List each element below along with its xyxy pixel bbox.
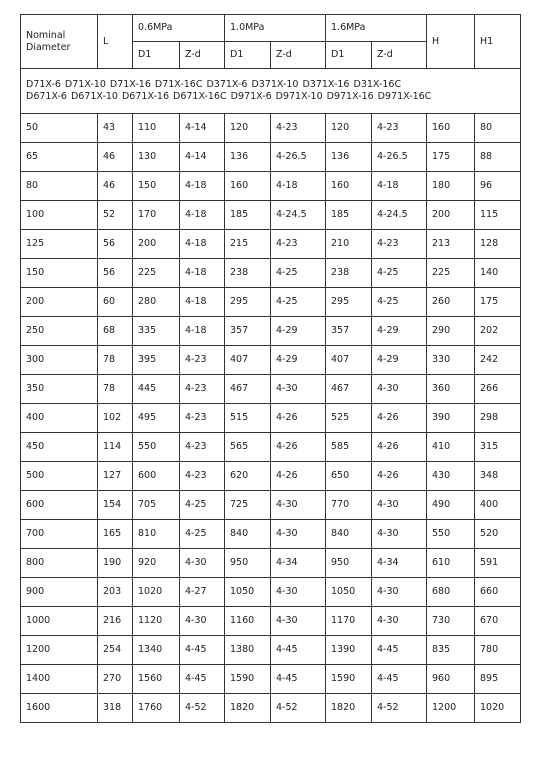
cell-z-d-1-0: 4-30 (271, 578, 326, 607)
table-row (21, 636, 521, 665)
cell-d1-0-6: 150 (133, 172, 180, 201)
header-pressure-0-6: 0.6MPa (133, 15, 225, 42)
cell-d1-1-0: 1590 (225, 665, 271, 694)
cell-d1-0-6: 705 (133, 491, 180, 520)
cell-d1-0-6: 335 (133, 317, 180, 346)
cell-h1: 115 (475, 201, 521, 230)
cell-h1: 520 (475, 520, 521, 549)
cell-h: 430 (427, 462, 475, 491)
table-row (21, 114, 521, 143)
cell-h1: 202 (475, 317, 521, 346)
cell-h1: 80 (475, 114, 521, 143)
cell-d1-0-6: 110 (133, 114, 180, 143)
cell-d1-1-6: 238 (326, 259, 372, 288)
table-row (21, 433, 521, 462)
cell-d1-1-6: 1390 (326, 636, 372, 665)
table-row (21, 462, 521, 491)
cell-d1-1-0: 136 (225, 143, 271, 172)
cell-z-d-1-0: 4-26 (271, 404, 326, 433)
cell-d1-1-0: 840 (225, 520, 271, 549)
cell-h: 550 (427, 520, 475, 549)
cell-d1-1-6: 295 (326, 288, 372, 317)
cell-d1-0-6: 550 (133, 433, 180, 462)
cell-nominal-diameter: 900 (21, 578, 98, 607)
cell-h: 225 (427, 259, 475, 288)
cell-d1-0-6: 920 (133, 549, 180, 578)
cell-h1: 315 (475, 433, 521, 462)
cell-z-d-1-6: 4-30 (372, 491, 427, 520)
cell-h1: 128 (475, 230, 521, 259)
cell-z-d-1-6: 4-18 (372, 172, 427, 201)
cell-d1-1-0: 120 (225, 114, 271, 143)
cell-h: 160 (427, 114, 475, 143)
table-row (21, 143, 521, 172)
cell-h1: 175 (475, 288, 521, 317)
cell-l: 127 (98, 462, 133, 491)
cell-l: 43 (98, 114, 133, 143)
cell-h1: 780 (475, 636, 521, 665)
cell-z-d-0-6: 4-25 (180, 520, 225, 549)
cell-nominal-diameter: 150 (21, 259, 98, 288)
cell-z-d-1-0: 4-29 (271, 346, 326, 375)
cell-h1: 400 (475, 491, 521, 520)
cell-nominal-diameter: 50 (21, 114, 98, 143)
cell-z-d-0-6: 4-45 (180, 665, 225, 694)
cell-z-d-0-6: 4-14 (180, 143, 225, 172)
cell-nominal-diameter: 125 (21, 230, 98, 259)
cell-d1-1-6: 136 (326, 143, 372, 172)
cell-z-d-1-6: 4-30 (372, 375, 427, 404)
cell-z-d-0-6: 4-27 (180, 578, 225, 607)
cell-d1-1-6: 1050 (326, 578, 372, 607)
cell-z-d-1-0: 4-26.5 (271, 143, 326, 172)
subheader-d1: D1 (133, 42, 180, 69)
cell-h1: 348 (475, 462, 521, 491)
cell-z-d-0-6: 4-52 (180, 694, 225, 723)
cell-l: 78 (98, 375, 133, 404)
cell-d1-1-6: 407 (326, 346, 372, 375)
cell-d1-1-0: 725 (225, 491, 271, 520)
cell-l: 78 (98, 346, 133, 375)
cell-l: 190 (98, 549, 133, 578)
cell-nominal-diameter: 450 (21, 433, 98, 462)
cell-d1-1-6: 120 (326, 114, 372, 143)
cell-nominal-diameter: 200 (21, 288, 98, 317)
cell-l: 203 (98, 578, 133, 607)
cell-z-d-1-6: 4-30 (372, 607, 427, 636)
table-row (21, 549, 521, 578)
cell-z-d-1-6: 4-30 (372, 520, 427, 549)
cell-z-d-1-0: 4-29 (271, 317, 326, 346)
cell-z-d-1-0: 4-30 (271, 491, 326, 520)
cell-d1-1-0: 357 (225, 317, 271, 346)
cell-h1: 242 (475, 346, 521, 375)
cell-d1-1-6: 770 (326, 491, 372, 520)
table-row (21, 404, 521, 433)
cell-d1-1-0: 620 (225, 462, 271, 491)
cell-l: 216 (98, 607, 133, 636)
table-row (21, 172, 521, 201)
cell-z-d-0-6: 4-30 (180, 549, 225, 578)
cell-nominal-diameter: 1400 (21, 665, 98, 694)
cell-nominal-diameter: 350 (21, 375, 98, 404)
cell-d1-1-0: 1380 (225, 636, 271, 665)
header-h: H (427, 15, 475, 69)
cell-h: 835 (427, 636, 475, 665)
cell-z-d-1-6: 4-25 (372, 288, 427, 317)
cell-d1-0-6: 1760 (133, 694, 180, 723)
cell-z-d-1-0: 4-25 (271, 288, 326, 317)
cell-h: 610 (427, 549, 475, 578)
table-row (21, 665, 521, 694)
cell-z-d-1-6: 4-34 (372, 549, 427, 578)
table-row (21, 578, 521, 607)
models-line: D671X-6 D671X-10 D671X-16 D671X-16C D971X-6 D971X-10 D971X-16 D971X-16C (26, 91, 432, 102)
cell-l: 68 (98, 317, 133, 346)
cell-l: 60 (98, 288, 133, 317)
cell-nominal-diameter: 1600 (21, 694, 98, 723)
cell-d1-1-0: 565 (225, 433, 271, 462)
cell-h1: 591 (475, 549, 521, 578)
cell-z-d-1-0: 4-25 (271, 259, 326, 288)
cell-h1: 1020 (475, 694, 521, 723)
header-l: L (98, 15, 133, 69)
cell-z-d-1-0: 4-52 (271, 694, 326, 723)
cell-z-d-0-6: 4-18 (180, 259, 225, 288)
cell-z-d-0-6: 4-18 (180, 288, 225, 317)
cell-l: 254 (98, 636, 133, 665)
cell-z-d-0-6: 4-23 (180, 346, 225, 375)
cell-l: 154 (98, 491, 133, 520)
cell-z-d-1-0: 4-23 (271, 114, 326, 143)
cell-d1-1-6: 525 (326, 404, 372, 433)
cell-nominal-diameter: 250 (21, 317, 98, 346)
valve-dimension-table (20, 14, 521, 723)
cell-d1-1-0: 238 (225, 259, 271, 288)
cell-z-d-1-0: 4-30 (271, 520, 326, 549)
spec-sheet (20, 14, 520, 723)
cell-l: 270 (98, 665, 133, 694)
cell-d1-0-6: 1020 (133, 578, 180, 607)
cell-l: 46 (98, 143, 133, 172)
cell-d1-1-6: 210 (326, 230, 372, 259)
models-line: D71X-6 D71X-10 D71X-16 D71X-16C D371X-6 D371X-10 D371X-16 D31X-16C (26, 79, 402, 91)
cell-nominal-diameter: 800 (21, 549, 98, 578)
cell-h1: 140 (475, 259, 521, 288)
cell-h: 180 (427, 172, 475, 201)
cell-d1-0-6: 495 (133, 404, 180, 433)
table-row (21, 317, 521, 346)
cell-nominal-diameter: 1200 (21, 636, 98, 665)
cell-h1: 660 (475, 578, 521, 607)
cell-z-d-1-6: 4-26 (372, 433, 427, 462)
cell-z-d-1-6: 4-29 (372, 317, 427, 346)
cell-d1-1-0: 1820 (225, 694, 271, 723)
cell-d1-0-6: 1340 (133, 636, 180, 665)
cell-nominal-diameter: 500 (21, 462, 98, 491)
cell-h: 213 (427, 230, 475, 259)
cell-h: 290 (427, 317, 475, 346)
cell-z-d-1-0: 4-26 (271, 462, 326, 491)
cell-d1-1-0: 160 (225, 172, 271, 201)
cell-z-d-1-0: 4-30 (271, 607, 326, 636)
table-row (21, 346, 521, 375)
cell-z-d-1-6: 4-23 (372, 230, 427, 259)
cell-l: 56 (98, 230, 133, 259)
cell-h1: 895 (475, 665, 521, 694)
subheader-d1: D1 (225, 42, 271, 69)
header-h1: H1 (475, 15, 521, 69)
cell-d1-0-6: 810 (133, 520, 180, 549)
cell-d1-1-0: 215 (225, 230, 271, 259)
cell-d1-1-6: 185 (326, 201, 372, 230)
table-row (21, 201, 521, 230)
cell-z-d-1-0: 4-26 (271, 433, 326, 462)
cell-d1-1-6: 1820 (326, 694, 372, 723)
cell-d1-0-6: 280 (133, 288, 180, 317)
table-row (21, 491, 521, 520)
cell-h: 680 (427, 578, 475, 607)
cell-l: 56 (98, 259, 133, 288)
cell-h: 390 (427, 404, 475, 433)
models-cell (21, 69, 521, 114)
cell-h: 730 (427, 607, 475, 636)
cell-d1-1-0: 295 (225, 288, 271, 317)
cell-z-d-1-0: 4-45 (271, 665, 326, 694)
cell-z-d-0-6: 4-23 (180, 375, 225, 404)
models-row (21, 69, 521, 114)
cell-d1-1-0: 1050 (225, 578, 271, 607)
cell-d1-0-6: 225 (133, 259, 180, 288)
cell-d1-0-6: 1120 (133, 607, 180, 636)
cell-h1: 88 (475, 143, 521, 172)
cell-h1: 298 (475, 404, 521, 433)
cell-d1-1-6: 467 (326, 375, 372, 404)
cell-z-d-1-0: 4-24.5 (271, 201, 326, 230)
cell-z-d-0-6: 4-23 (180, 404, 225, 433)
cell-z-d-1-6: 4-26 (372, 462, 427, 491)
cell-d1-0-6: 130 (133, 143, 180, 172)
cell-d1-0-6: 200 (133, 230, 180, 259)
cell-h1: 670 (475, 607, 521, 636)
cell-l: 102 (98, 404, 133, 433)
cell-l: 114 (98, 433, 133, 462)
table-row (21, 694, 521, 723)
cell-d1-1-0: 407 (225, 346, 271, 375)
header-pressure-1-6: 1.6MPa (326, 15, 427, 42)
cell-z-d-0-6: 4-23 (180, 462, 225, 491)
cell-h: 410 (427, 433, 475, 462)
cell-z-d-1-6: 4-26.5 (372, 143, 427, 172)
cell-d1-1-6: 160 (326, 172, 372, 201)
cell-z-d-1-6: 4-52 (372, 694, 427, 723)
cell-nominal-diameter: 700 (21, 520, 98, 549)
cell-z-d-1-6: 4-23 (372, 114, 427, 143)
table-row (21, 288, 521, 317)
cell-d1-0-6: 600 (133, 462, 180, 491)
cell-h: 360 (427, 375, 475, 404)
cell-d1-1-0: 1160 (225, 607, 271, 636)
cell-d1-0-6: 1560 (133, 665, 180, 694)
table-row (21, 375, 521, 404)
cell-h: 490 (427, 491, 475, 520)
cell-h1: 266 (475, 375, 521, 404)
header-pressure-1-0: 1.0MPa (225, 15, 326, 42)
cell-h: 260 (427, 288, 475, 317)
cell-h: 1200 (427, 694, 475, 723)
cell-nominal-diameter: 600 (21, 491, 98, 520)
cell-d1-1-0: 950 (225, 549, 271, 578)
cell-z-d-0-6: 4-18 (180, 201, 225, 230)
table-row (21, 230, 521, 259)
table-body (21, 15, 521, 723)
cell-nominal-diameter: 400 (21, 404, 98, 433)
cell-d1-1-6: 585 (326, 433, 372, 462)
cell-d1-1-6: 1170 (326, 607, 372, 636)
cell-d1-0-6: 170 (133, 201, 180, 230)
header-row (21, 15, 521, 42)
cell-h: 175 (427, 143, 475, 172)
cell-nominal-diameter: 300 (21, 346, 98, 375)
cell-d1-0-6: 445 (133, 375, 180, 404)
table-row (21, 607, 521, 636)
subheader-z-d: Z-d (271, 42, 326, 69)
cell-d1-1-0: 467 (225, 375, 271, 404)
table-row (21, 259, 521, 288)
cell-d1-1-6: 950 (326, 549, 372, 578)
cell-l: 52 (98, 201, 133, 230)
cell-z-d-1-6: 4-26 (372, 404, 427, 433)
cell-z-d-1-6: 4-24.5 (372, 201, 427, 230)
subheader-d1: D1 (326, 42, 372, 69)
cell-d1-1-6: 840 (326, 520, 372, 549)
header-nominal-diameter: Nominal Diameter (21, 15, 98, 69)
cell-d1-1-6: 650 (326, 462, 372, 491)
cell-d1-1-0: 185 (225, 201, 271, 230)
cell-h: 960 (427, 665, 475, 694)
cell-z-d-0-6: 4-30 (180, 607, 225, 636)
cell-nominal-diameter: 100 (21, 201, 98, 230)
cell-h: 200 (427, 201, 475, 230)
subheader-z-d: Z-d (180, 42, 225, 69)
cell-z-d-0-6: 4-18 (180, 317, 225, 346)
cell-nominal-diameter: 65 (21, 143, 98, 172)
cell-z-d-1-0: 4-45 (271, 636, 326, 665)
cell-z-d-1-6: 4-45 (372, 665, 427, 694)
cell-nominal-diameter: 80 (21, 172, 98, 201)
cell-d1-1-6: 1590 (326, 665, 372, 694)
cell-z-d-1-6: 4-30 (372, 578, 427, 607)
cell-z-d-0-6: 4-18 (180, 172, 225, 201)
cell-d1-1-6: 357 (326, 317, 372, 346)
cell-z-d-0-6: 4-23 (180, 433, 225, 462)
cell-z-d-0-6: 4-25 (180, 491, 225, 520)
cell-l: 46 (98, 172, 133, 201)
cell-h: 330 (427, 346, 475, 375)
cell-z-d-1-0: 4-34 (271, 549, 326, 578)
cell-l: 318 (98, 694, 133, 723)
cell-z-d-1-6: 4-29 (372, 346, 427, 375)
cell-z-d-0-6: 4-14 (180, 114, 225, 143)
cell-nominal-diameter: 1000 (21, 607, 98, 636)
cell-z-d-0-6: 4-45 (180, 636, 225, 665)
cell-z-d-1-0: 4-23 (271, 230, 326, 259)
table-row (21, 520, 521, 549)
cell-z-d-1-6: 4-45 (372, 636, 427, 665)
cell-z-d-0-6: 4-18 (180, 230, 225, 259)
cell-d1-1-0: 515 (225, 404, 271, 433)
cell-z-d-1-0: 4-18 (271, 172, 326, 201)
cell-h1: 96 (475, 172, 521, 201)
cell-l: 165 (98, 520, 133, 549)
cell-z-d-1-6: 4-25 (372, 259, 427, 288)
subheader-z-d: Z-d (372, 42, 427, 69)
cell-d1-0-6: 395 (133, 346, 180, 375)
cell-z-d-1-0: 4-30 (271, 375, 326, 404)
